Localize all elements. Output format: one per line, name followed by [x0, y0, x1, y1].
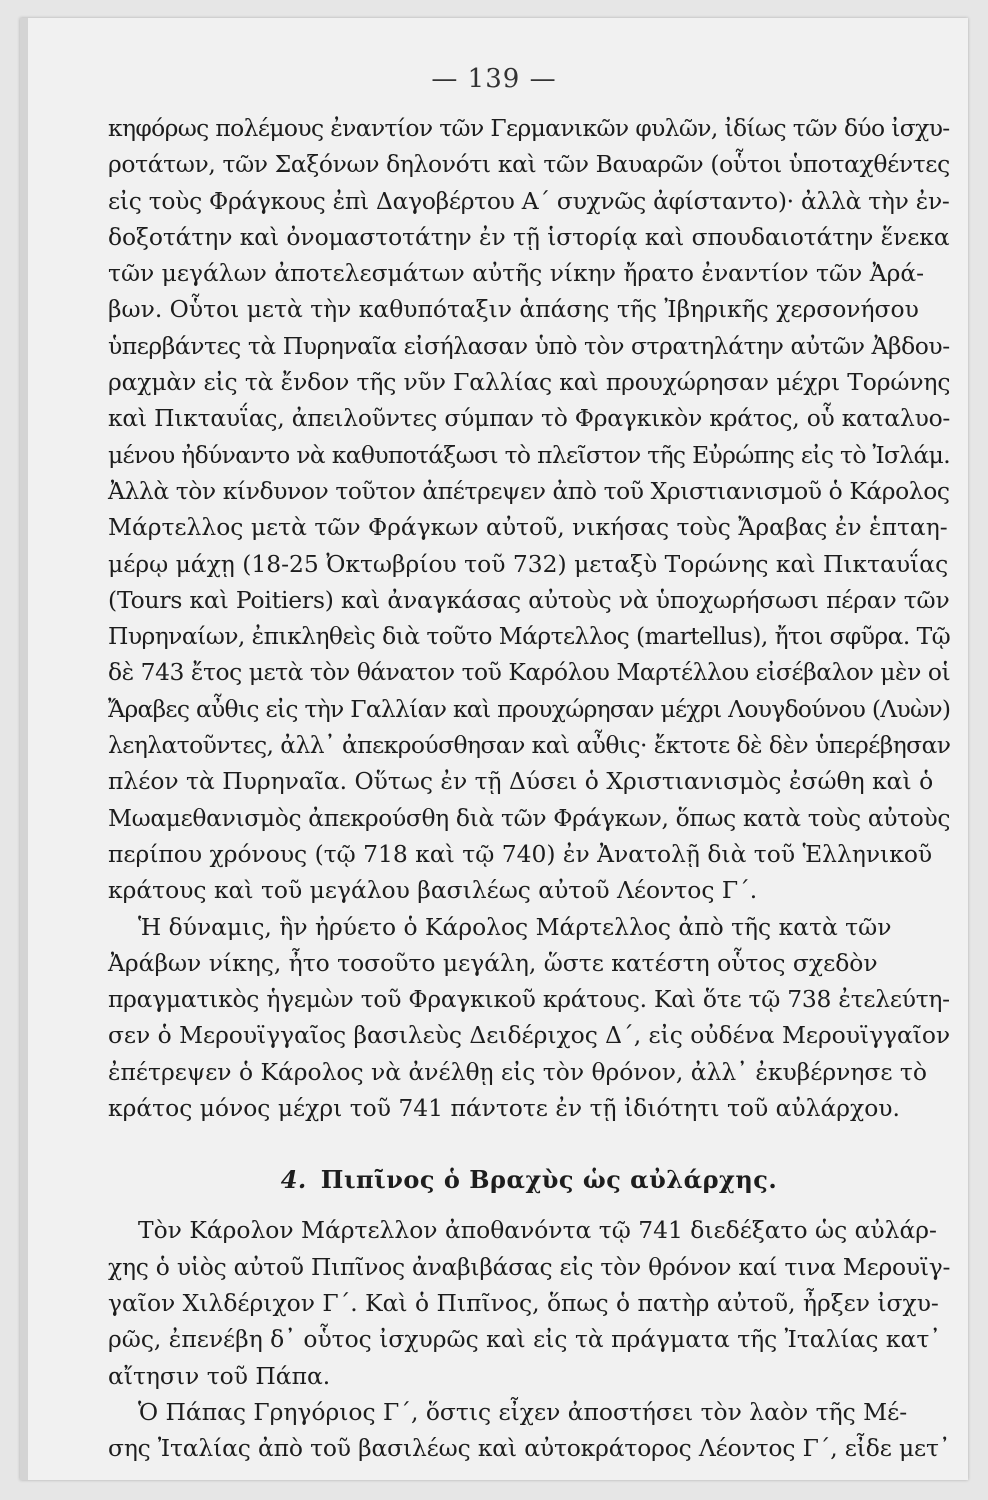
page-body — [108, 110, 950, 1466]
text-line: ροτάτων, τῶν Σαξόνων δηλονότι καὶ τῶν Βαυαρῶν (οὗτοι ὑποταχθέντες — [108, 150, 950, 179]
text-line: Μωαμεθανισμὸς ἀπεκρούσθη διὰ τῶν Φράγκων, ὅπως κατὰ τοὺς αὐτοὺς — [108, 803, 951, 832]
text-line: ραχμὰν εἰς τὰ ἔνδον τῆς νῦν Γαλλίας καὶ προυχώρησαν μέχρι Τορώνης — [108, 368, 951, 397]
section-title: Πιπῖνος ὁ Βραχὺς ὡς αὐλάρχης. — [320, 1165, 778, 1195]
paragraph-2 — [108, 909, 950, 1127]
text-line: κράτος μόνος μέχρι τοῦ 741 πάντοτε ἐν τῇ ἰδιότητι τοῦ αὐλάρχου. — [108, 1094, 900, 1123]
page-number: — 139 — — [431, 64, 557, 94]
text-line: μένου ἠδύναντο νὰ καθυποτάξωσι τὸ πλεῖστον τῆς Εὐρώπης εἰς τὸ Ἰσλάμ. — [108, 440, 950, 469]
text-line: Πυρηναίων, ἐπικληθεὶς διὰ τοῦτο Μάρτελλος (martellus), ἤτοι σφῦρα. Τῷ — [108, 622, 951, 651]
text-line: χης ὁ υἱὸς αὐτοῦ Πιπῖνος ἀναβιβάσας εἰς τὸν θρόνον καί τινα Μερουϊγ- — [108, 1252, 951, 1281]
paragraph-1 — [108, 110, 950, 909]
text-line: σης Ἰταλίας ἀπὸ τοῦ βασιλέως καὶ αὐτοκράτορος Λέοντος Γ΄, εἶδε μετ᾽ — [108, 1434, 951, 1463]
text-line: Ἀράβων νίκης, ἦτο τοσοῦτο μεγάλη, ὥστε κατέστη οὗτος σχεδὸν — [108, 948, 878, 977]
text-line: τῶν μεγάλων ἀποτελεσμάτων αὐτῆς νίκην ἤρατο ἐναντίον τῶν Ἀρά- — [108, 259, 925, 288]
text-line: βων. Οὗτοι μετὰ τὴν καθυπόταξιν ἁπάσης τῆς Ἰβηρικῆς χερσονήσου — [108, 295, 919, 324]
section-number: 4. — [280, 1165, 307, 1195]
paragraph-4 — [108, 1394, 950, 1467]
text-line: κράτους καὶ τοῦ μεγάλου βασιλέως αὐτοῦ Λέοντος Γ΄. — [108, 876, 758, 905]
text-line: Ἀλλὰ τὸν κίνδυνον τοῦτον ἀπέτρεψεν ἀπὸ τοῦ Χριστιανισμοῦ ὁ Κάρολος — [108, 476, 950, 505]
text-line: δοξοτάτην καὶ ὀνομαστοτάτην ἐν τῇ ἱστορίᾳ καὶ σπουδαιοτάτην ἕνεκα — [108, 222, 950, 251]
text-line: ὑπερβάντες τὰ Πυρηναῖα εἰσήλασαν ὑπὸ τὸν στρατηλάτην αὐτῶν Ἀβδου- — [108, 331, 950, 360]
section-heading — [108, 1148, 950, 1212]
text-line: καὶ Πικταυΐας, ἀπειλοῦντες σύμπαν τὸ Φραγκικὸν κράτος, οὗ καταλυο- — [108, 404, 951, 433]
text-line: Ὁ Πάπας Γρηγόριος Γ΄, ὅστις εἶχεν ἀποστήσει τὸν λαὸν τῆς Μέ- — [138, 1397, 908, 1426]
text-line: Ἡ δύναμις, ἣν ἠρύετο ὁ Κάρολος Μάρτελλος ἀπὸ τῆς κατὰ τῶν — [138, 912, 892, 941]
text-line: εἰς τοὺς Φράγκους ἐπὶ Δαγοβέρτου Α΄ συχνῶς ἀφίσταντο)· ἀλλὰ τὴν ἐν- — [108, 186, 950, 215]
text-line: πλέον τὰ Πυρηναῖα. Οὕτως ἐν τῇ Δύσει ὁ Χριστιανισμὸς ἐσώθη καὶ ὁ — [108, 767, 934, 796]
page-binding-edge — [20, 18, 28, 1480]
text-line: λεηλατοῦντες, ἀλλ᾽ ἀπεκρούσθησαν καὶ αὖθις· ἔκτοτε δὲ δὲν ὑπερέβησαν — [108, 731, 951, 760]
text-line: δὲ 743 ἔτος μετὰ τὸν θάνατον τοῦ Καρόλου Μαρτέλλου εἰσέβαλον μὲν οἱ — [108, 658, 951, 687]
text-line: αἴτησιν τοῦ Πάπα. — [108, 1361, 331, 1390]
text-line: ἐπέτρεψεν ὁ Κάρολος νὰ ἀνέλθῃ εἰς τὸν θρόνον, ἀλλ᾽ ἐκυβέρνησε τὸ — [108, 1057, 927, 1086]
text-line: γαῖον Χιλδέριχον Γ΄. Καὶ ὁ Πιπῖνος, ὅπως ὁ πατὴρ αὐτοῦ, ἦρξεν ἰσχυ- — [108, 1288, 939, 1317]
text-line: Μάρτελλος μετὰ τῶν Φράγκων αὐτοῦ, νικήσας τοὺς Ἄραβας ἐν ἑπταη- — [108, 513, 948, 542]
text-line: Ἄραβες αὖθις εἰς τὴν Γαλλίαν καὶ προυχώρησαν μέχρι Λουγδούνου (Λυὼν) — [108, 694, 951, 723]
text-line: ρῶς, ἐπενέβη δ᾽ οὗτος ἰσχυρῶς καὶ εἰς τὰ πράγματα τῆς Ἰταλίας κατ᾽ — [108, 1325, 941, 1354]
text-line: πραγματικὸς ἡγεμὼν τοῦ Φραγκικοῦ κράτους. Καὶ ὅτε τῷ 738 ἐτελεύτη- — [108, 985, 950, 1014]
text-line: περίπου χρόνους (τῷ 718 καὶ τῷ 740) ἐν Ἀνατολῇ διὰ τοῦ Ἑλληνικοῦ — [108, 839, 933, 868]
paragraph-3 — [108, 1212, 950, 1393]
text-line: μέρῳ μάχῃ (18-25 Ὀκτωβρίου τοῦ 732) μεταξὺ Τορώνης καὶ Πικταυΐας — [108, 549, 949, 578]
text-line: Τὸν Κάρολον Μάρτελλον ἀποθανόντα τῷ 741 διεδέξατο ὡς αὐλάρ- — [138, 1216, 937, 1245]
text-line: (Tours καὶ Poitiers) καὶ ἀναγκάσας αὐτοὺς νὰ ὑποχωρήσωσι πέραν τῶν — [108, 585, 950, 614]
book-page — [20, 18, 968, 1480]
text-line: σεν ὁ Μερουϊγγαῖος βασιλεὺς Δειδέριχος Δ΄, εἰς οὐδένα Μερουϊγγαῖον — [108, 1021, 951, 1050]
text-line: κηφόρως πολέμους ἐναντίον τῶν Γερμανικῶν φυλῶν, ἰδίως τῶν δύο ἰσχυ- — [108, 114, 950, 142]
